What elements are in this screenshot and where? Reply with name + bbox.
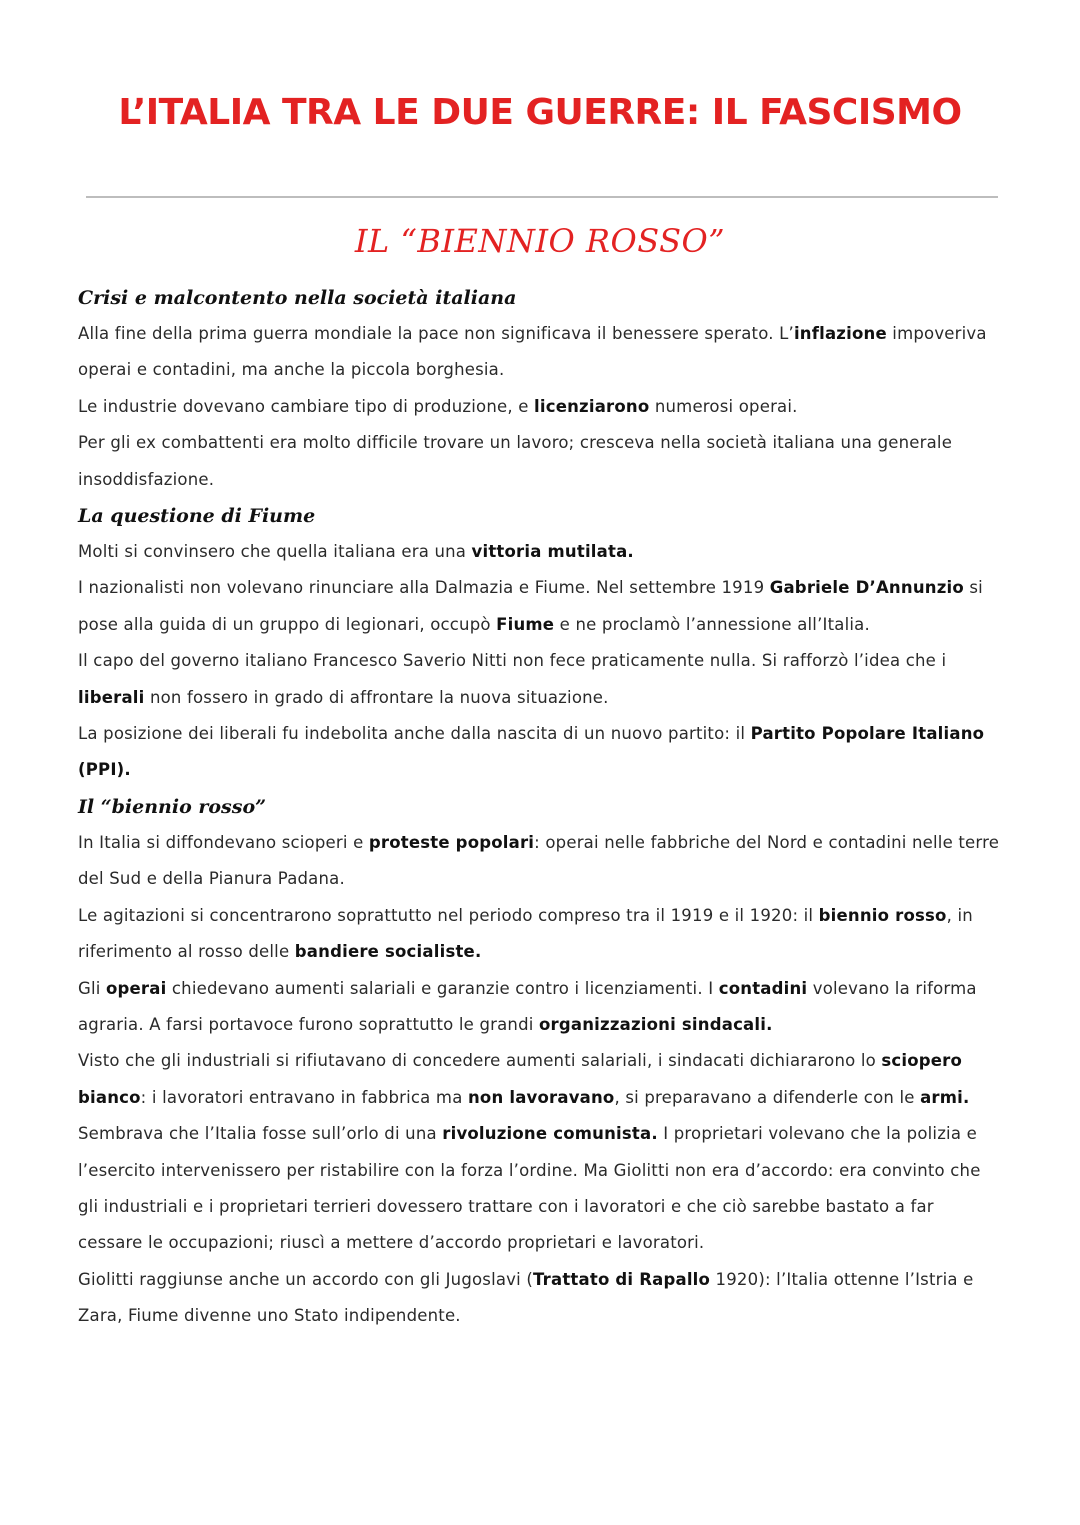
- bold-term: proteste popolari: [368, 832, 535, 852]
- bold-term: sciopero bianco: [78, 1051, 963, 1107]
- paragraph: [78, 716, 1002, 789]
- paragraph: [78, 1043, 1002, 1261]
- text-run: , si preparavano a difenderle con le: [614, 1087, 921, 1107]
- paragraph: [78, 534, 1002, 570]
- text-run: Le agitazioni si concentrarono soprattutto nel periodo compreso tra il 1919 e il 1920: il: [78, 905, 819, 925]
- paragraph: [78, 316, 1002, 389]
- paragraph: [78, 570, 1002, 643]
- title-divider: [86, 196, 998, 198]
- section-title: IL “BIENNIO ROSSO”: [354, 222, 726, 260]
- bold-term: rivoluzione comunista.: [442, 1124, 658, 1144]
- bold-term: Trattato di Rapallo: [533, 1269, 711, 1289]
- text-run: 1920): l’Italia ottenne l’Istria e Zara, Fiume divenne uno Stato indipendente.: [78, 1269, 974, 1326]
- text-run: In Italia si diffondevano scioperi e: [78, 832, 369, 852]
- subheading: La questione di Fiume: [78, 505, 316, 528]
- subheading: Il “biennio rosso”: [78, 795, 267, 818]
- text-run: , in riferimento al rosso delle: [78, 905, 973, 962]
- bold-term: organizzazioni sindacali.: [539, 1014, 773, 1034]
- bold-term: Partito Popolare Italiano (PPI).: [78, 724, 985, 780]
- text-run: : operai nelle fabbriche del Nord e contadini nelle terre del Sud e della Pianura Padana.: [78, 832, 1000, 889]
- document-title: L’ITALIA TRA LE DUE GUERRE: IL FASCISMO: [118, 92, 962, 133]
- paragraph: [78, 898, 1002, 971]
- bold-term: inflazione: [793, 324, 887, 343]
- paragraph: [78, 971, 1002, 1044]
- text-run: Molti si convinsero che quella italiana era una: [78, 542, 472, 562]
- text-run: chiedevano aumenti salariali e garanzie contro i licenziamenti. I: [166, 978, 719, 998]
- bold-term: licenziarono: [534, 396, 650, 416]
- paragraph: [78, 425, 1002, 498]
- paragraph: [78, 643, 1002, 716]
- text-run: Gli: [78, 978, 106, 998]
- bold-term: non lavoravano: [467, 1087, 615, 1107]
- text-run: Giolitti raggiunse anche un accordo con gli Jugoslavi (: [78, 1269, 534, 1289]
- text-run: Visto che gli industriali si rifiutavano di concedere aumenti salariali, i sindacati dichiararono lo: [78, 1051, 882, 1071]
- text-run: si pose alla guida di un gruppo di legionari, occupò: [78, 578, 983, 634]
- text-run: Per gli ex combattenti era molto difficile trovare un lavoro; cresceva nella società italiana una generale insoddisfazione.: [78, 433, 953, 489]
- bold-term: Gabriele D’Annunzio: [769, 578, 964, 598]
- text-run: numerosi operai.: [649, 396, 798, 416]
- text-run: La posizione dei liberali fu indebolita anche dalla nascita di un nuovo partito: il: [78, 724, 751, 744]
- text-run: I proprietari volevano che la polizia e l’esercito intervenissero per ristabilire con la forza l’ordine. Ma Giolitti non era d’accordo: era convinto che gli industriali e i proprietari terrieri dovessero trattare con i lavoratori e che ciò sarebbe bastato a far cessare le occupazioni; riuscì a mettere d’accordo proprietari e lavoratori.: [78, 1124, 981, 1253]
- bold-term: biennio rosso: [818, 905, 947, 925]
- paragraph: [78, 389, 1002, 425]
- text-run: Le industrie dovevano cambiare tipo di produzione, e: [78, 396, 535, 416]
- text-run: Alla fine della prima guerra mondiale la pace non significava il benessere sperato. L’: [78, 324, 794, 343]
- paragraph: [78, 1262, 1002, 1335]
- bold-term: vittoria mutilata.: [471, 542, 634, 562]
- paragraph: [78, 825, 1002, 898]
- text-run: : i lavoratori entravano in fabbrica ma: [140, 1087, 468, 1107]
- text-run: impoveriva operai e contadini, ma anche la piccola borghesia.: [78, 324, 987, 380]
- text-run: e ne proclamò l’annessione all’Italia.: [554, 614, 870, 634]
- text-run: non fossero in grado di affrontare la nuova situazione.: [144, 687, 609, 707]
- bold-term: Fiume: [496, 614, 555, 634]
- bold-term: liberali: [78, 687, 145, 707]
- text-run: volevano la riforma agraria. A farsi portavoce furono soprattutto le grandi: [78, 978, 977, 1034]
- bold-term: contadini: [718, 978, 808, 998]
- document-body: [78, 280, 1002, 1335]
- text-run: Il capo del governo italiano Francesco Saverio Nitti non fece praticamente nulla. Si rafforzò l’idea che i: [78, 651, 947, 671]
- text-run: I nazionalisti non volevano rinunciare alla Dalmazia e Fiume. Nel settembre 1919: [78, 578, 770, 598]
- subheading: Crisi e malcontento nella società italiana: [78, 287, 517, 309]
- bold-term: operai: [106, 978, 167, 998]
- text-run: Sembrava che l’Italia fosse sull’orlo di una: [78, 1124, 443, 1144]
- bold-term: bandiere socialiste.: [294, 942, 482, 962]
- bold-term: armi.: [920, 1087, 970, 1107]
